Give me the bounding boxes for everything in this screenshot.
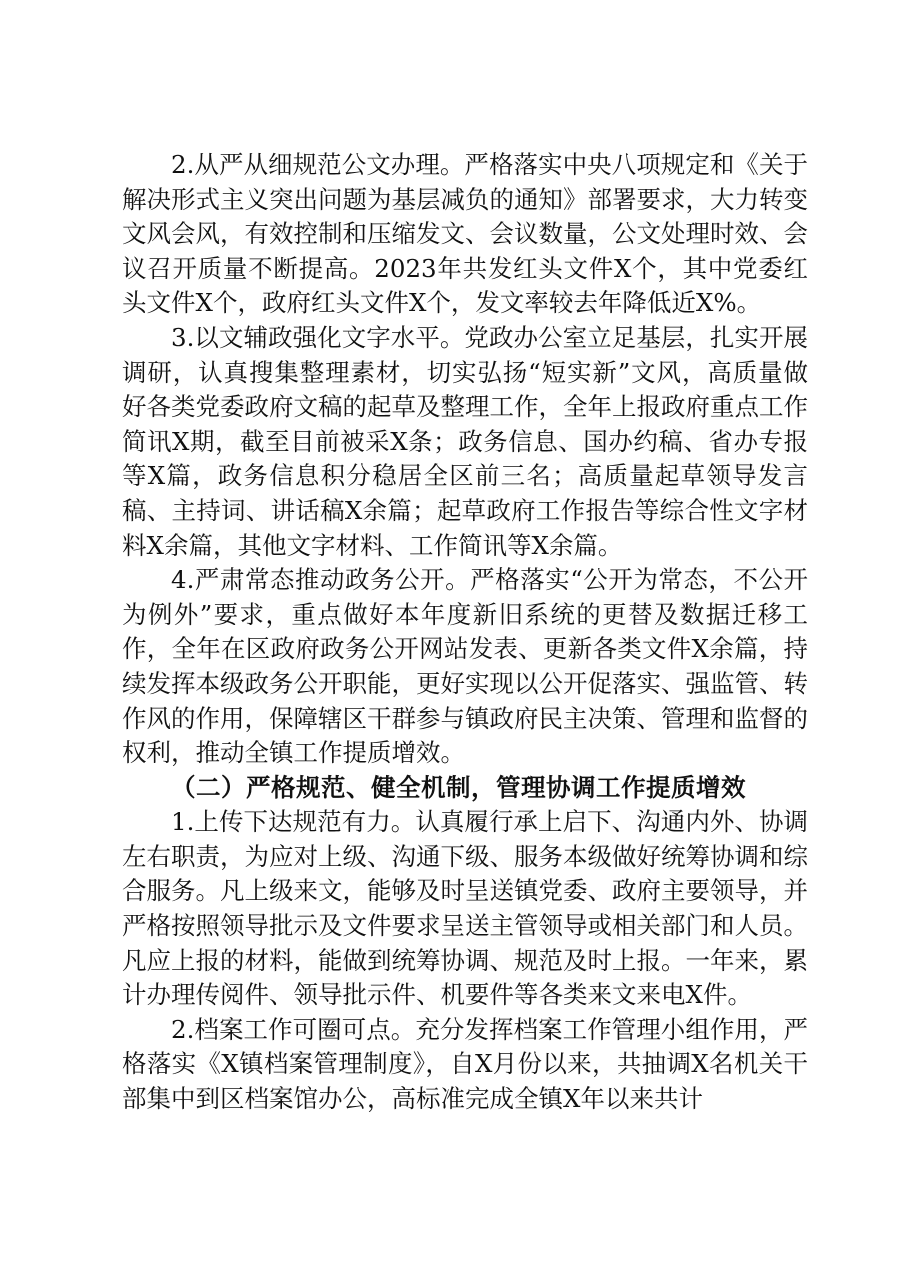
section-heading-management-coordination: （二）严格规范、健全机制，管理协调工作提质增效 <box>171 772 746 802</box>
paragraph-official-documents: 2.从严从细规范公文办理。严格落实中央八项规定和《关于解决形式主义突出问题为基层减负的通知》部署要求，大力转变文风会风，有效控制和压缩发文、会议数量，公文处理时效、会议召开质量不断提高。2023年共发红头文件X个，其中党委红头文件X个，政府红头文件X个，发文率较去年降低近X%。 <box>122 150 808 318</box>
paragraph-government-affairs-openness: 4.严肃常态推动政务公开。严格落实“公开为常态，不公开为例外”要求，重点做好本年度新旧系统的更替及数据迁移工作，全年在区政府政务公开网站发表、更新各类文件X余篇，持续发挥本级政务公开职能，更好实现以公开促落实、强监管、转作风的作用，保障辖区干群参与镇政府民主决策、管理和监督的权利，推动全镇工作提质增效。 <box>122 565 808 768</box>
document-body <box>122 148 808 1117</box>
paragraph-communication: 1.上传下达规范有力。认真履行承上启下、沟通内外、协调左右职责，为应对上级、沟通下级、服务本级做好统筹协调和综合服务。凡上级来文，能够及时呈送镇党委、政府主要领导，并严格按照领导批示及文件要求呈送主管领导或相关部门和人员。凡应上报的材料，能做到统筹协调、规范及时上报。一年来，累计办理传阅件、领导批示件、机要件等各类来文来电X件。 <box>122 807 808 1010</box>
paragraph-writing-level: 3.以文辅政强化文字水平。党政办公室立足基层，扎实开展调研，认真搜集整理素材，切实弘扬“短实新”文风，高质量做好各类党委政府文稿的起草及整理工作，全年上报政府重点工作简讯X期，截至目前被采X条；政务信息、国办约稿、省办专报等X篇，政务信息积分稳居全区前三名；高质量起草领导发言稿、主持词、讲话稿X余篇；起草政府工作报告等综合性文字材料X余篇，其他文字材料、工作简讯等X余篇。 <box>122 322 808 560</box>
paragraph-archives: 2.档案工作可圈可点。充分发挥档案工作管理小组作用，严格落实《X镇档案管理制度》，自X月份以来，共抽调X名机关干部集中到区档案馆办公，高标准完成全镇X年以来共计 <box>122 1014 808 1114</box>
